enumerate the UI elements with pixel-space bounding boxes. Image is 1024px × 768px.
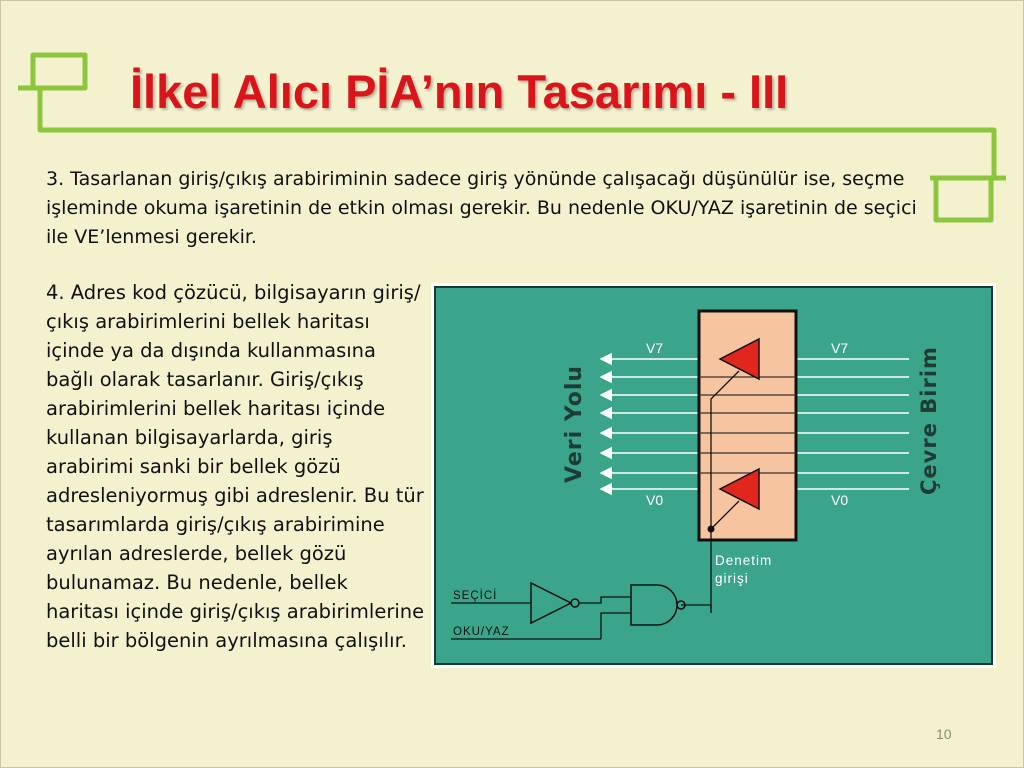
decor-square-right xyxy=(936,178,991,220)
label-v0-right: V0 xyxy=(831,492,849,508)
label-v7-right: V7 xyxy=(831,340,849,356)
label-secici: SEÇİCİ xyxy=(453,590,498,602)
pia-circuit-figure xyxy=(431,283,996,668)
paragraph-4: 4. Adres kod çözücü, bilgisayarın giriş/çıkış arabirimlerini bellek haritası içinde ya da dışında kullanmasına bağlı olarak tasarlanır. Giriş/çıkış arabirimlerini bellek haritası içinde kullanan bilgisayarlarda, giriş arabirimi sanki bir bellek gözü adresleniyormuş gibi adreslenir. Bu tür tasarımlarda giriş/çıkış arabirimine ayrılan adreslerde, bellek gözü bulunamaz. Bu nedenle, bellek haritası içinde giriş/çıkış arabirimlerine belli bir bölgenin ayrılmasına çalışılır. xyxy=(46,281,425,652)
label-cevre-birim: Çevre Birim xyxy=(917,346,941,495)
slide-title: İlkel Alıcı PİA’nın Tasarımı - III xyxy=(130,65,789,118)
label-okuyaz: OKU/YAZ xyxy=(453,626,510,638)
label-girisi: girişi xyxy=(715,571,749,586)
label-v7-left: V7 xyxy=(646,340,664,356)
label-veri-yolu: Veri Yolu xyxy=(562,364,587,483)
label-denetim: Denetim xyxy=(715,553,773,568)
label-v0-left: V0 xyxy=(646,492,664,508)
paragraph-3: 3. Tasarlanan giriş/çıkış arabiriminin sadece giriş yönünde çalışacağı düşünülür ise, seçme işleminde okuma işaretinin de etkin olması gerekir. Bu nedenle OKU/YAZ işaretinin de seçici ile VE’lenmesi gerekir. xyxy=(46,168,917,248)
decor-square-top-left xyxy=(33,55,85,88)
circuit-diagram xyxy=(431,283,996,668)
page-number: 10 xyxy=(936,726,952,742)
junction-dot xyxy=(708,526,715,533)
